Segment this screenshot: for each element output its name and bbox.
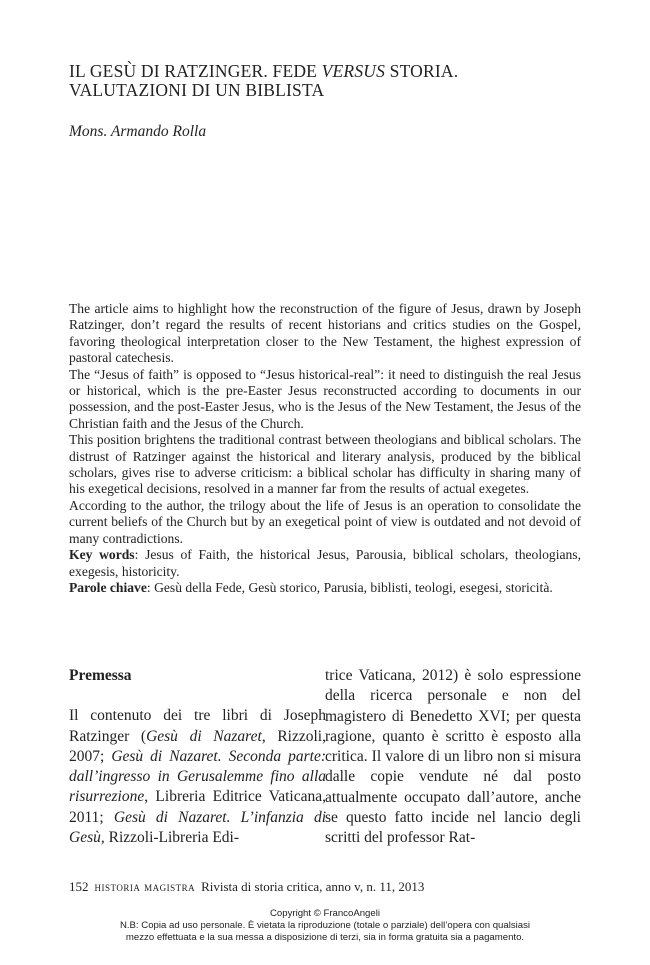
copyright-line: mezzo effettuata e la sua messa a disposizione di terzi, sia in forma gratuita sia a pagamento. (125, 932, 525, 943)
copyright-line: N.B: Copia ad uso personale. È vietata la riproduzione (totale o parziale) dell’opera con qualsiasi (119, 920, 531, 931)
page-number: 152 (69, 879, 89, 894)
author-name: Mons. Armando Rolla (69, 123, 207, 140)
journal-details: Rivista di storia critica, anno v, n. 11, 2013 (201, 879, 425, 894)
abstract-paragraph: According to the author, the trilogy about the life of Jesus is an operation to consolidate the current beliefs of the Church but by an exegetical point of view is outdated and not devoid of many contradictions. (69, 497, 581, 546)
body-column-right (325, 666, 581, 849)
abstract-paragraph: This position brightens the traditional contrast between theologians and biblical scholars. The distrust of Ratzinger against the historical and literary analysis, produced by the biblical scholars, gives rise to adverse criticism: a biblical scholar has difficulty in sharing many of his exegetical decisions, resolved in a manner far from the results of actual exegetes. (69, 432, 581, 497)
title-line-1: IL GESÙ DI RATZINGER. FEDE VERSUS STORIA. (69, 61, 459, 81)
title-italic-word: VERSUS (321, 61, 386, 81)
parole-chiave: Parole chiave: Gesù della Fede, Gesù storico, Parusia, biblisti, teologi, esegesi, storicità. (69, 579, 553, 595)
copyright-line: Copyright © FrancoAngeli (270, 908, 380, 919)
abstract-paragraph: The article aims to highlight how the reconstruction of the figure of Jesus, drawn by Joseph Ratzinger, don’t regard the results of recent historians and critics studies on the Gospel, favoring theological interpretation closer to the New Testament, the highest expression of pastoral catechesis. (69, 301, 581, 366)
keywords-label: Key words (69, 547, 135, 563)
copyright-notice (0, 908, 650, 944)
section-heading: Premessa (69, 667, 132, 684)
body-column-left (69, 666, 326, 848)
body-paragraph: trice Vaticana, 2012) è solo espressione della ricerca personale e non del magistero di Benedetto XVI; per questa ragione, quanto è scritto è esposto alla critica. Il valore di un libro non si misura dalle copie vendute né dal posto attualmente occupato dall’autore, anche se questo fatto incide nel lancio degli scritti del professor Rat- (325, 667, 581, 847)
title-line-2: VALUTAZIONI DI UN BIBLISTA (69, 80, 325, 100)
abstract (69, 301, 581, 596)
body-paragraph: Il contenuto dei tre libri di Joseph Ratzinger (Gesù di Nazaret, Rizzoli, 2007; Gesù di Nazaret. Seconda parte: dall’ingresso in Gerusalemme fino alla risurrezione, Libreria Editrice Vaticana, 2011; Gesù di Nazaret. L’infanzia di Gesù, Rizzoli-Libreria Edi- (69, 707, 327, 847)
journal-name: historia magistra (94, 879, 196, 894)
running-footer (69, 879, 424, 895)
parole-chiave-label: Parole chiave (69, 579, 147, 595)
keywords: Key words: Jesus of Faith, the historical Jesus, Parousia, biblical scholars, theologians, exegesis, historicity. (69, 547, 581, 579)
abstract-paragraph: The “Jesus of faith” is opposed to “Jesus historical-real”: it need to distinguish the real Jesus or historical, which is the pre-Easter Jesus reconstructed according to documents in our possession, and the post-Easter Jesus, who is the Jesus of the New Testament, the Jesus of the Christian faith and the Jesus of the Church. (69, 366, 581, 431)
article-title (69, 62, 589, 100)
